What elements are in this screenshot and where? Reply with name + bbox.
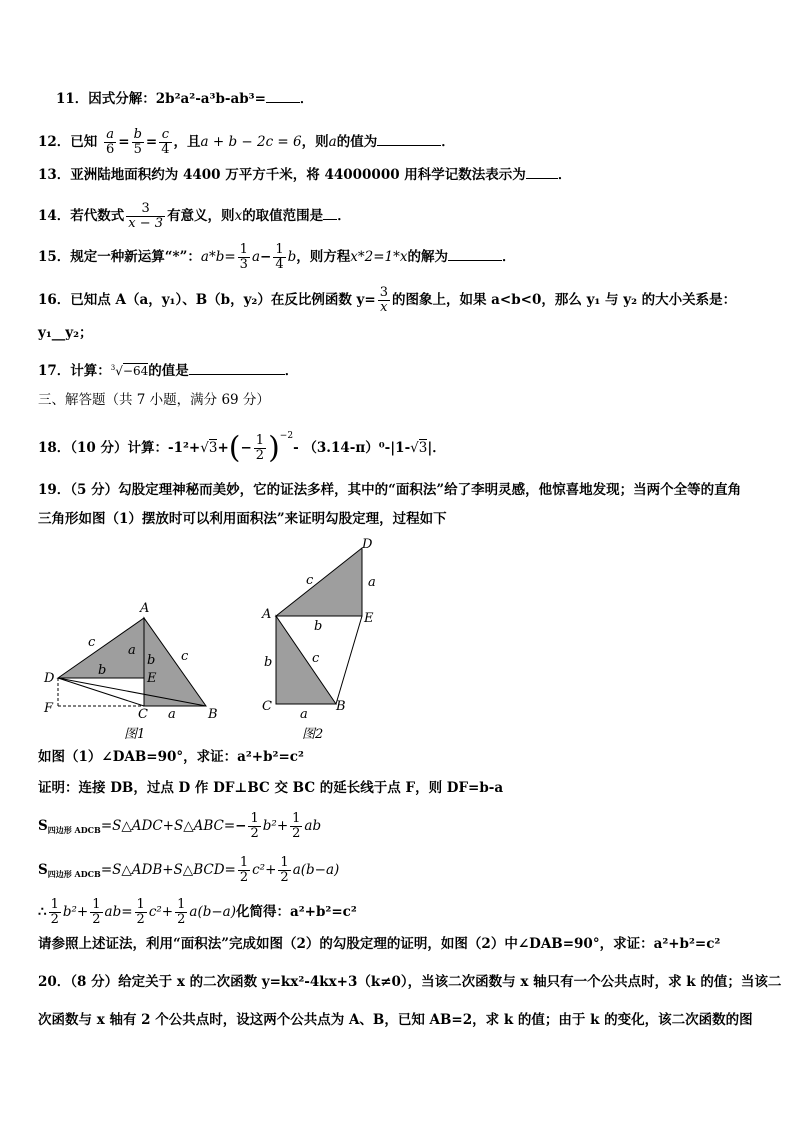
q19-proof (38, 779, 758, 797)
q12-cond: ，且 (173, 134, 201, 150)
q12-mid: ，则 (301, 134, 329, 150)
q18-power: −2 (279, 431, 294, 441)
section-3-title: 三、解答题（共 7 小题，满分 69 分） (38, 392, 270, 408)
question-19-line1 (38, 481, 758, 499)
q15-end: ． (501, 249, 516, 265)
q13-text: 13．亚洲陆地面积约为 4400 万平方千米，将 44000000 用科学记数法表示为 (38, 167, 526, 183)
q14-mid: 有意义，则 (167, 208, 235, 224)
fig2-caption: 图2 (302, 727, 324, 742)
q14-var: x (234, 208, 243, 224)
fraction-3-over-x: $\frac{3}{x}$ (379, 285, 388, 315)
q19-given (38, 748, 758, 766)
q15-b: b (287, 249, 297, 265)
question-20-line2 (38, 1011, 758, 1029)
svg-text:c: c (181, 649, 189, 664)
svg-text:a: a (168, 707, 176, 722)
cube-root: $^3$√−64 (110, 364, 149, 378)
q15-equation: x*2=1*x (350, 249, 408, 265)
answer-blank[interactable] (323, 207, 337, 220)
fig2-label-D: D (362, 537, 373, 552)
fraction-one-third: $\frac{1}{3}$ (239, 242, 248, 272)
q19-area-1: $S_{四边形 ADCB}=S\triangle ADC+S\triangle ABC=-$ $\frac{1}{2}$ b²+ $\frac{1}{2}$ ab (38, 811, 322, 841)
q12-equation: a + b − 2c = 6 (200, 134, 302, 150)
q11-text: 11．因式分解：2b²a²-a³b-ab³= (56, 91, 266, 107)
answer-blank[interactable] (189, 362, 285, 375)
fig1-label-C: C (138, 707, 148, 722)
q12-label: 12．已知 (38, 134, 98, 150)
answer-blank[interactable] (377, 133, 441, 146)
fraction-c-4: $\frac{c}{4}$ (161, 127, 170, 157)
fraction-one-fourth: $\frac{1}{4}$ (275, 242, 284, 272)
q19-proof-text: 证明：连接 DB，过点 D 作 DF⊥BC 交 BC 的延长线于点 F，则 DF=b-a (38, 780, 504, 796)
q20-line2: 次函数与 x 轴有 2 个公共点时，设这两个公共点为 A、B，已知 AB=2，求 k 的值；由于 k 的变化，该二次函数的图 (38, 1012, 753, 1028)
fraction-a-6: $\frac{a}{6}$ (106, 127, 115, 157)
q17-end: ． (284, 363, 299, 379)
question-15: 15．规定一种新运算“*”：a*b= $\frac{1}{3}$ a− $\frac{1}{4}$ b，则方程x*2=1*x的解为 ． (38, 242, 516, 272)
area-expr-1: =S△ADC+S△ABC= (100, 818, 236, 834)
q18-rest: - （3.14-π）⁰-|1- (293, 440, 411, 456)
question-14 (38, 202, 758, 231)
q16-line2: y₁__y₂； (38, 325, 93, 341)
question-16 (38, 286, 758, 315)
svg-text:b: b (314, 619, 323, 634)
q18-label: 18．（10 分）计算：-1²+ (38, 440, 201, 456)
q19-task-text: 请参照上述证法，利用“面积法”完成如图（2）的勾股定理的证明，如图（2）中∠DAB=90°，求证：a²+b²=c² (38, 936, 721, 952)
q15-def: a*b= (200, 249, 236, 265)
q19-conclusion: ∴ $\frac{1}{2}$ b²+ $\frac{1}{2}$ ab= $\frac{1}{2}$ c²+ $\frac{1}{2}$ a(b−a)化简得：a²+b²=c² (38, 897, 357, 927)
q19-task (38, 935, 758, 953)
fig2-label-E: E (364, 611, 374, 626)
svg-text:a: a (128, 643, 136, 658)
q13-end: ． (557, 167, 572, 183)
svg-text:b: b (264, 655, 273, 670)
q19-line1: 19．（5 分）勾股定理神秘而美妙，它的证法多样，其中的“面积法”给了李明灵感，他惊喜地发现；当两个全等的直角 (38, 482, 742, 498)
q14-end: ． (337, 208, 351, 224)
q12-tail: 的值为 (336, 134, 378, 150)
question-11 (56, 90, 758, 108)
q11-tail: ． (299, 91, 314, 107)
q15-tail: 的解为 (407, 249, 448, 265)
q16-tail: 的图象上，如果 a<b<0，那么 y₁ 与 y₂ 的大小关系是： (391, 292, 737, 308)
svg-text:b: b (98, 663, 107, 678)
fraction-b-5: $\frac{b}{5}$ (133, 127, 142, 157)
q15-label: 15．规定一种新运算“*”： (38, 249, 201, 265)
answer-blank[interactable] (526, 166, 558, 179)
answer-blank[interactable] (266, 90, 300, 103)
fig1-label-B: B (208, 707, 218, 722)
figure-1 (36, 596, 226, 746)
svg-text:a: a (300, 707, 308, 722)
q12-end: ． (441, 134, 455, 150)
q19-line2: 三角形如图（1）摆放时可以利用面积法”来证明勾股定理，过程如下 (38, 511, 447, 527)
question-16-line2 (38, 324, 758, 342)
figure-2 (256, 534, 396, 744)
svg-text:a: a (368, 575, 376, 590)
fig2-label-A: A (262, 607, 272, 622)
fraction-one-half: $\frac{1}{2}$ (255, 433, 265, 463)
question-18: 18．（10 分）计算：-1²+√3+(− $\frac{1}{2}$ )$^{-2}$- （3.14-π）⁰-|1-√3|． (38, 430, 446, 466)
fig2-label-C: C (262, 699, 272, 714)
area-expr-2: =S△ADB+S△BCD= (100, 862, 236, 878)
q16-text: 16．已知点 A（a，y₁）、B（b，y₂）在反比例函数 y= (38, 292, 376, 308)
q19-given-text: 如图（1）∠DAB=90°，求证：a²+b²=c² (38, 749, 304, 765)
q19-simplify: 化简得：a²+b²=c² (236, 904, 357, 920)
fraction-3-over-x-minus-3: $\frac{3}{x - 3}$ (128, 201, 164, 231)
fig1-label-A: A (140, 601, 150, 616)
fig1-caption: 图1 (124, 727, 146, 742)
fig1-label-E: E (147, 671, 157, 686)
q12-var: a (328, 134, 337, 150)
q15-mid: ，则方程 (296, 249, 351, 265)
q14-label: 14．若代数式 (38, 208, 125, 224)
question-13 (38, 166, 758, 184)
fig1-label-D: D (44, 671, 55, 686)
svg-text:c: c (312, 651, 320, 666)
question-20-line1 (38, 973, 782, 991)
fig1-label-F: F (44, 701, 54, 716)
q17-tail: 的值是 (148, 363, 189, 379)
answer-blank[interactable] (448, 248, 502, 261)
question-19-line2 (38, 510, 758, 528)
svg-text:c: c (88, 635, 96, 650)
q15-minus: − (260, 249, 272, 265)
q18-end: |． (427, 440, 446, 456)
q17-label: 17．计算： (38, 363, 111, 379)
q20-line1: 20．（8 分）给定关于 x 的二次函数 y=kx²-4kx+3（k≠0），当该二次函数与 x 轴只有一个公共点时，求 k 的值；当该二 (38, 974, 782, 990)
svg-text:c: c (306, 573, 314, 588)
svg-text:b: b (147, 653, 156, 668)
q19-area-2: $S_{四边形 ADCB}=S\triangle ADB+S\triangle BCD=$ $\frac{1}{2}$ c²+ $\frac{1}{2}$ a(b−a) (38, 855, 340, 885)
section-heading (38, 391, 758, 409)
question-12: 12．已知 $\frac{a}{6}$ = $\frac{b}{5}$ = $\frac{c}{4}$ ，且a + b − 2c = 6，则a的值为 ． (38, 127, 455, 157)
q14-tail: 的取值范围是 (242, 208, 324, 224)
question-17 (38, 359, 758, 380)
fig2-label-B: B (336, 699, 346, 714)
